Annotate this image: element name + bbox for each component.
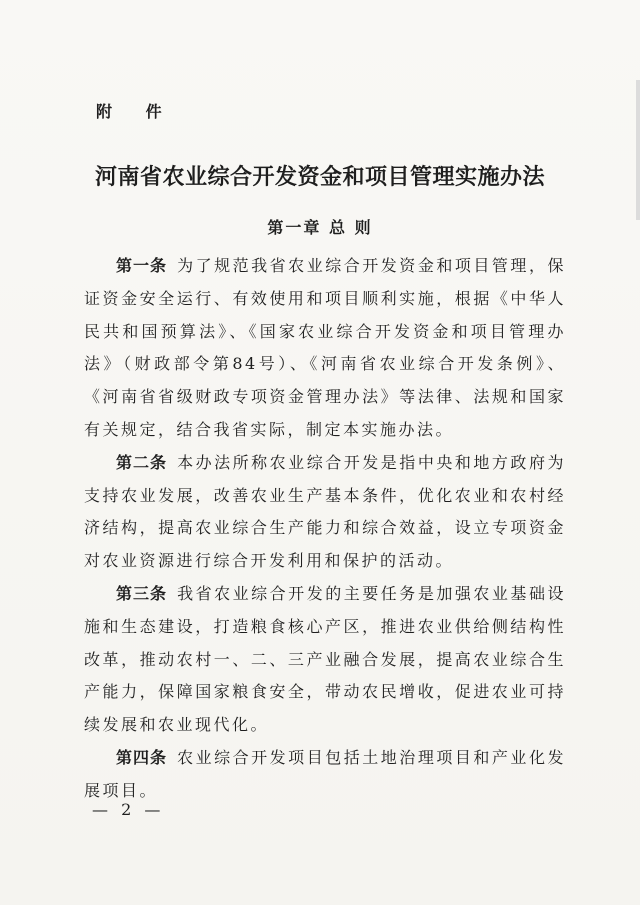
page-number: — 2 — xyxy=(92,800,165,819)
attachment-label: 附 件 xyxy=(96,102,176,121)
article-heading: 第三条 xyxy=(116,583,168,603)
article-text: 农业综合开发项目包括土地治理项目和产业化发展项目。 xyxy=(84,747,566,800)
document-title: 河南省农业综合开发资金和项目管理实施办法 xyxy=(94,164,545,190)
article-2 xyxy=(84,447,566,578)
article-3 xyxy=(84,578,566,742)
article-text: 为了规范我省农业综合开发资金和项目管理，保证资金安全运行、有效使用和项目顺利实施，根据《中华人民共和国预算法》、《国家农业综合开发资金和项目管理办法》（财政部令第84号）、《河南省农业综合开发条例》、《河南省省级财政专项资金管理办法》等法律、法规和国家有关规定，结合我省实际，制定本实施办法。 xyxy=(84,256,566,439)
article-heading: 第四条 xyxy=(116,747,168,767)
article-text: 我省农业综合开发的主要任务是加强农业基础设施和生态建设，打造粮食核心产区，推进农业供给侧结构性改革，推动农村一、二、三产业融合发展，提高农业综合生产能力，保障国家粮食安全，带动农民增收，促进农业可持续发展和农业现代化。 xyxy=(84,583,566,735)
article-heading: 第二条 xyxy=(116,452,168,472)
chapter-heading: 第一章 总 则 xyxy=(267,218,373,237)
article-4 xyxy=(84,742,566,808)
article-heading: 第一条 xyxy=(116,256,168,275)
article-1 xyxy=(84,250,566,447)
document-body xyxy=(84,250,566,808)
page-edge-shadow xyxy=(636,80,640,220)
article-text: 本办法所称农业综合开发是指中央和地方政府为支持农业发展，改善农业生产基本条件，优化农业和农村经济结构，提高农业综合生产能力和综合效益，设立专项资金对农业资源进行综合开发利用和保护的活动。 xyxy=(84,452,566,571)
